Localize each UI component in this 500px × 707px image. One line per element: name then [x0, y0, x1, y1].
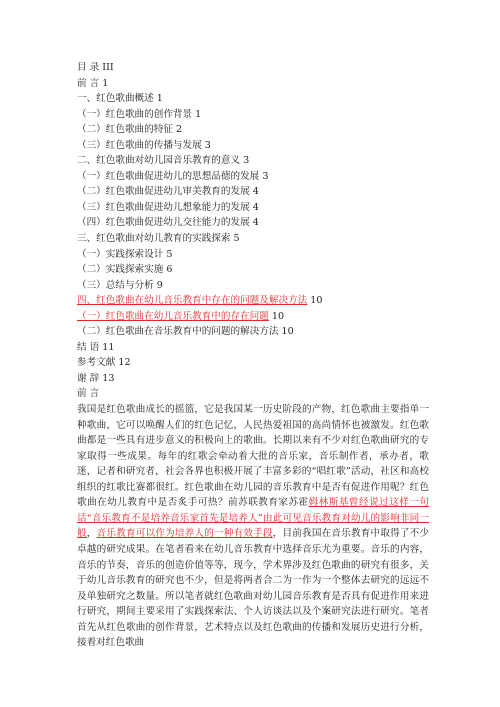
- toc-line-text: （一）实践探索设计 5: [77, 248, 173, 260]
- toc-line: [77, 60, 427, 76]
- toc-line: [77, 262, 427, 278]
- toc-line-text: （三）红色歌曲的传播与发展 3: [77, 139, 211, 151]
- toc-line-text: 三、红色歌曲对幼儿教育的实践探索 5: [77, 233, 240, 245]
- toc-line: [77, 107, 427, 123]
- toc-line: [77, 247, 427, 263]
- toc-line: [77, 184, 427, 200]
- preface-paragraph: [77, 402, 429, 651]
- toc-line-text: （一）红色歌曲促进幼儿的思想品德的发展 3: [77, 170, 269, 182]
- toc-line-text: 前 言 1: [77, 77, 109, 89]
- toc-line-text: （二）红色歌曲在音乐教育中的问题的解决方法 10: [77, 326, 294, 338]
- toc-line-text: 目 录 III: [77, 62, 114, 73]
- toc-line-text: （三）总结与分析 9: [77, 279, 163, 291]
- toc-line: [77, 91, 427, 107]
- toc-line: [77, 138, 427, 154]
- toc-line: [77, 355, 427, 371]
- document-page: [77, 60, 430, 651]
- toc-line: [77, 324, 427, 340]
- toc-line-text: （一）红色歌曲在幼儿音乐教育中的存在问题: [77, 310, 269, 322]
- toc-line: [77, 76, 427, 92]
- toc-line: [77, 371, 427, 387]
- toc-line: [77, 309, 427, 325]
- toc-line: [77, 278, 427, 294]
- toc-line-text: 谢 辞 13: [77, 372, 115, 384]
- toc-line: [77, 169, 427, 185]
- toc-page-number: 10: [268, 310, 285, 322]
- toc-page-number: 10: [307, 295, 323, 307]
- toc-line-text: （二）红色歌曲的特征 2: [77, 124, 183, 136]
- toc-line-text: （二）红色歌曲促进幼儿审美教育的发展 4: [77, 186, 259, 198]
- toc-line: [77, 386, 427, 402]
- thesis-highlight: 音乐教育可以作为培养人的一种有效手段: [96, 528, 273, 540]
- toc-line: [77, 200, 427, 216]
- toc-line: [77, 215, 427, 231]
- toc-line-text: （四）红色歌曲促进幼儿交往能力的发展 4: [77, 217, 259, 229]
- toc-line: [77, 293, 427, 309]
- table-of-contents: [77, 60, 427, 402]
- toc-line-text: （二）实践探索实施 6: [77, 264, 173, 276]
- toc-line-text: 四、红色歌曲在幼儿音乐教育中存在的问题及解决方法: [77, 295, 308, 307]
- body-text: ，目前我国在音乐教育中取得了不少卓越的研究成果。在笔者看来在幼儿音乐教育中选择音乐尤为重要。音乐的内容，音乐的节奏，音乐的创造价值等等，现今，学术界涉及红色歌曲的研究有很多，关于幼儿音乐教育的研究也不少，但是将两者合二为一作为一个整体去研究的远远不及单独研究之数量。所以笔者就红色歌曲对幼儿园音乐教育是否具有促进作用来进行研究，期间主要采用了实践探索法、个人访谈法以及个案研究法进行研究。笔者首先从红色歌曲的创作背景，艺术特点以及红色歌曲的传播和发展历史进行分析，接着对红色歌曲: [77, 528, 430, 649]
- body-text: ，: [86, 528, 97, 540]
- toc-line-text: （一）红色歌曲的创作背景 1: [77, 108, 202, 120]
- toc-line: [77, 231, 427, 247]
- preface-body: [77, 402, 429, 651]
- toc-line-text: （三）红色歌曲促进幼儿想象能力的发展 4: [77, 201, 259, 213]
- toc-line: [77, 153, 427, 169]
- toc-line-text: 二、红色歌曲对幼儿园音乐教育的意义 3: [77, 155, 250, 167]
- quote-highlight: 姆林斯基曾经说过这样一句话“音乐教育不是培养音乐家首先是培养人”由此可见音乐教育对幼儿的影响非同一般: [77, 497, 430, 540]
- toc-line: [77, 340, 427, 356]
- toc-line: [77, 122, 427, 138]
- body-text: 我国是红色歌曲成长的摇篮，它是我国某一历史阶段的产物，红色歌曲主要指单一种歌曲，它可以唤醒人们的红色记忆，人民热爱祖国的高尚情怀也被激发。红色歌曲都是一些具有进步意义的积极向上的歌曲。长期以来有不少对红色歌曲研究的专家取得一些成果。每年的红歌会牵动着大批的音乐家，音乐制作者，承办者，歌迷，记者和研究者，社会各界也积极开展了丰富多彩的“唱红歌”活动，社区和高校组织的红歌比赛都很红。红色歌曲在幼儿园的音乐教育中是否有促进作用呢？红色歌曲在幼儿教育中是否炙手可热？前苏联教育家苏霍: [77, 404, 429, 509]
- toc-line-text: 一、红色歌曲概述 1: [77, 93, 163, 105]
- toc-line-text: 结 语 11: [77, 341, 115, 353]
- toc-line-text: 前 言: [77, 388, 100, 400]
- toc-line-text: 参考文献 12: [77, 357, 131, 369]
